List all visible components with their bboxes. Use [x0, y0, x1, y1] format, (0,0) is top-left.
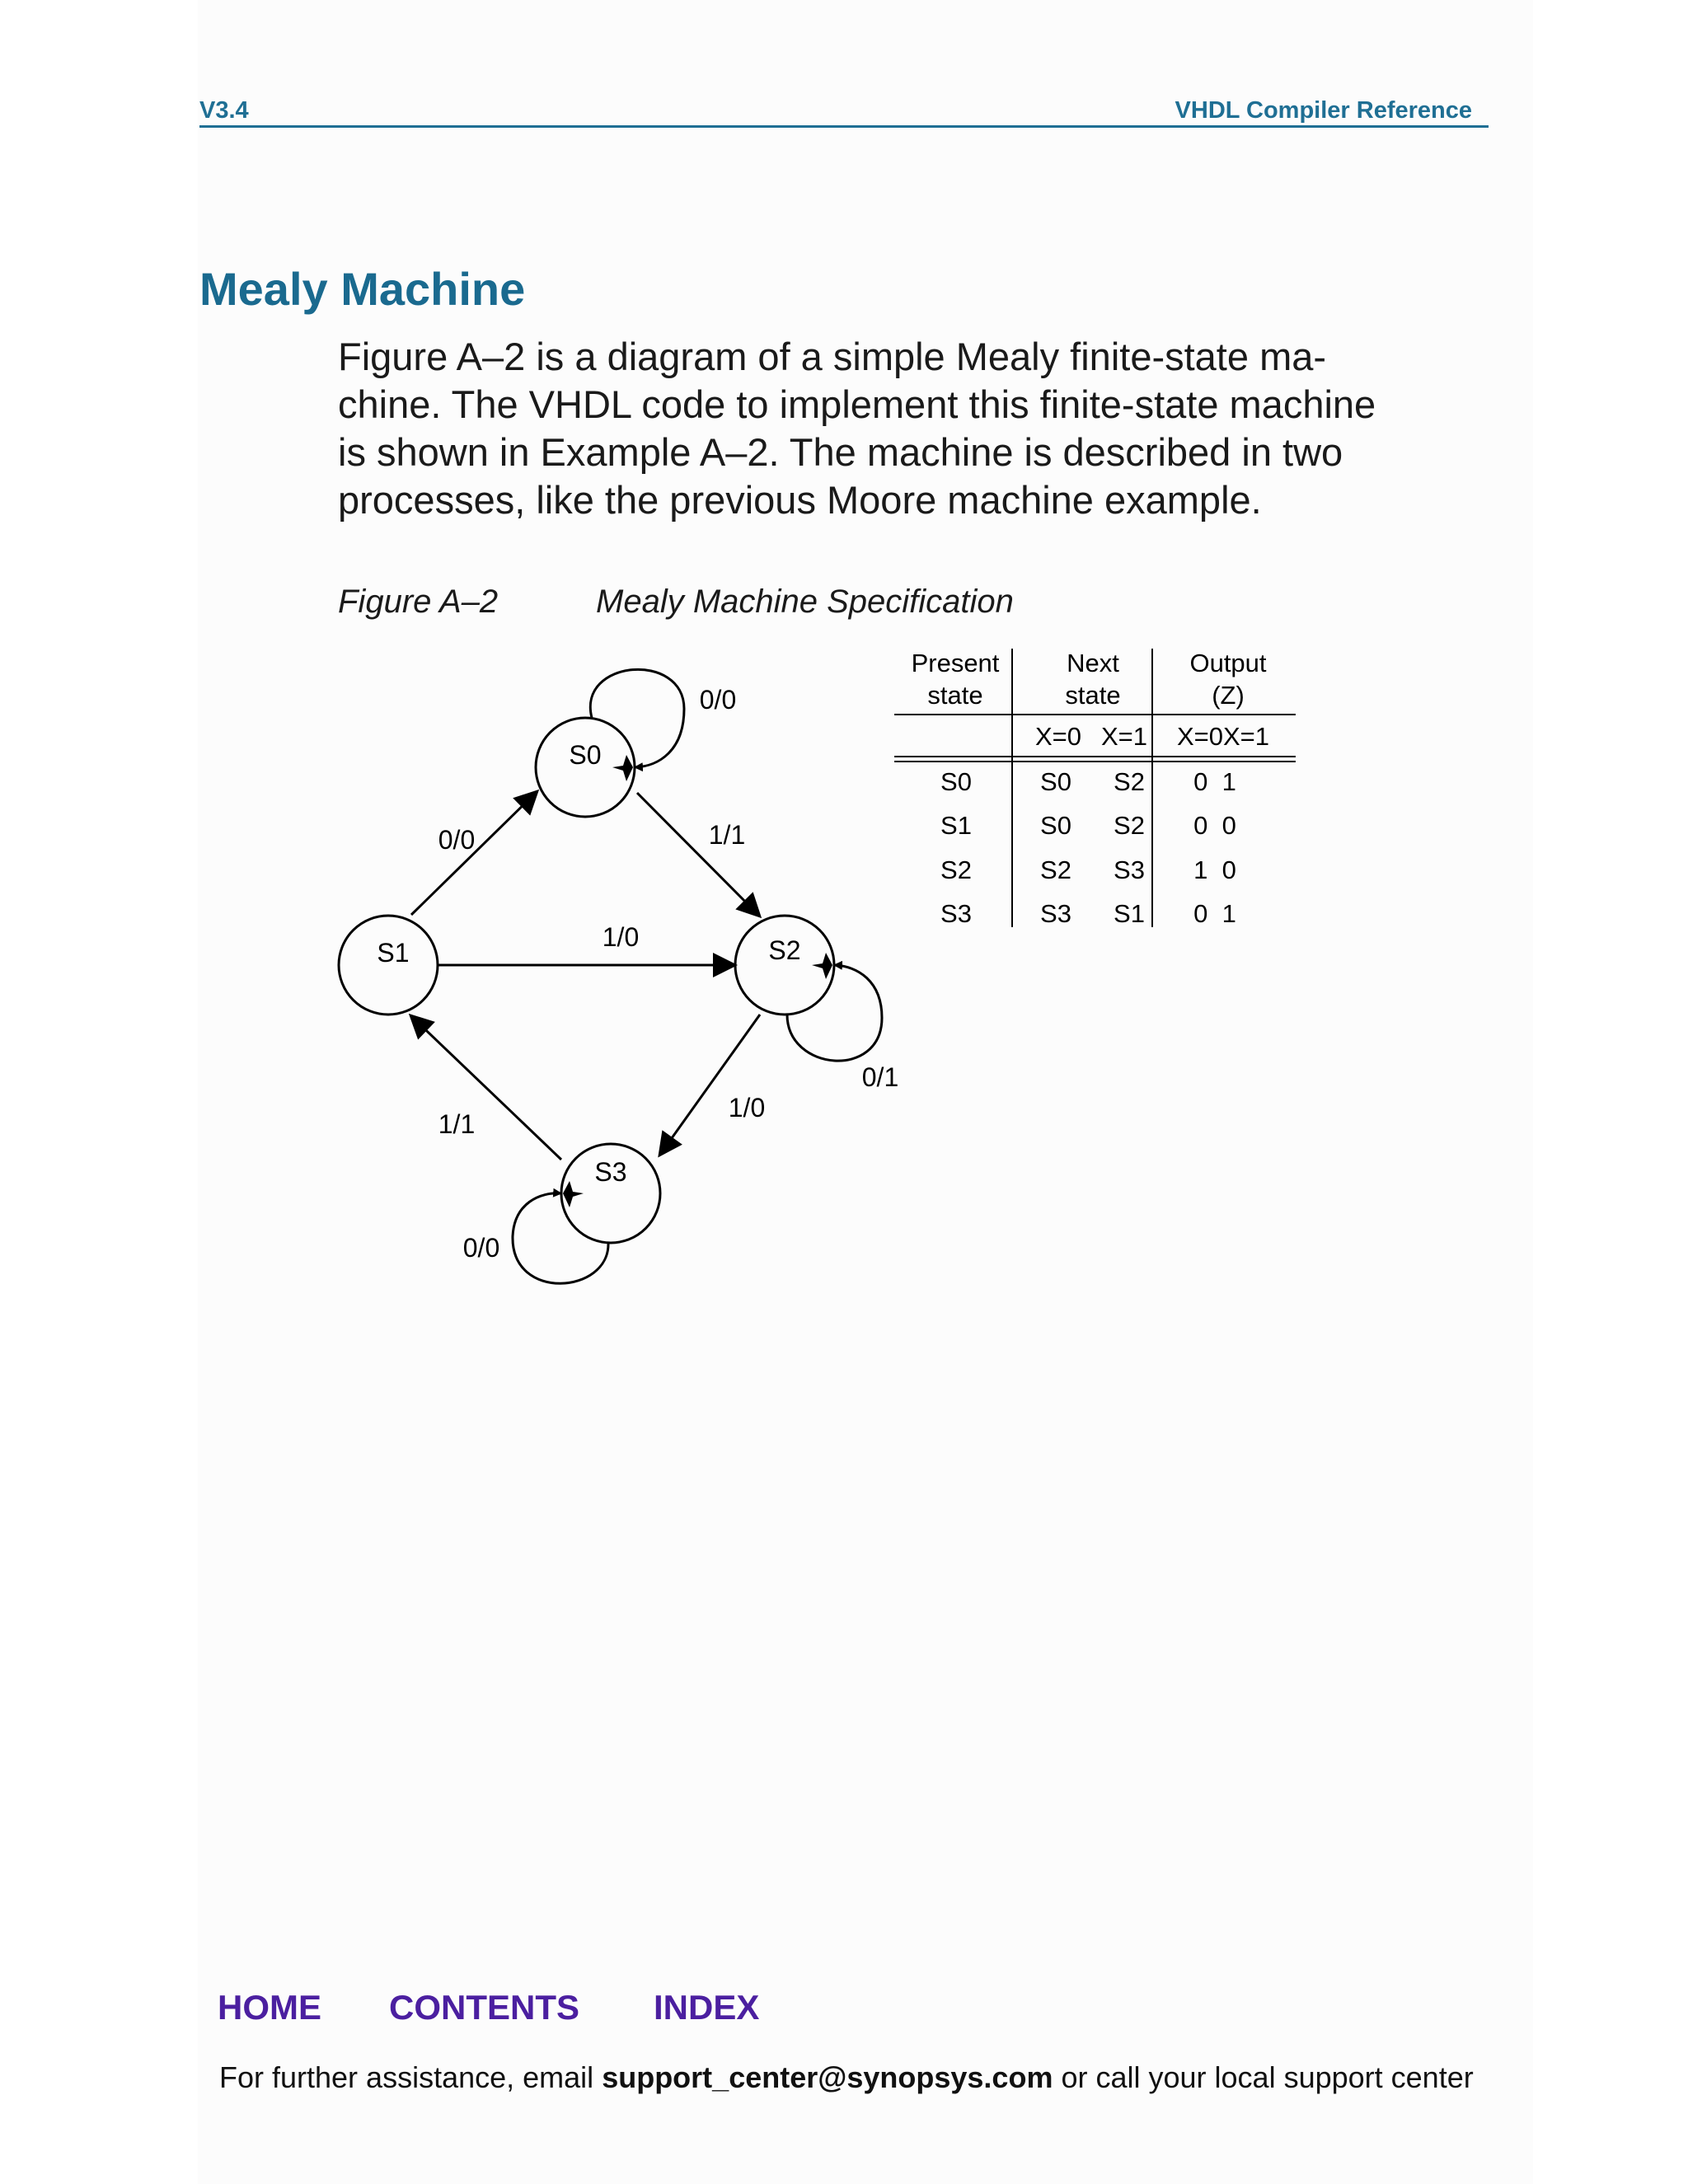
state-label-s0: S0	[569, 740, 602, 770]
table-cell-present: S2	[940, 855, 972, 884]
nav-index-link[interactable]: INDEX	[654, 1988, 760, 2027]
table-header-present-line2: state	[927, 681, 983, 710]
support-email-link[interactable]: support_center@synopsys.com	[602, 2060, 1053, 2094]
transition-label: 1/1	[708, 820, 746, 850]
transition-label: 0/0	[699, 685, 737, 715]
figure-number: Figure A–2	[338, 583, 499, 620]
transition-label: 0/0	[438, 825, 476, 855]
table-cell-next-x1: S2	[1114, 811, 1145, 840]
transition-label: 0/0	[462, 1233, 500, 1263]
table-subheader-x0: X=0	[1034, 722, 1082, 751]
nav-home-link[interactable]: HOME	[218, 1988, 321, 2027]
state-label-s2: S2	[768, 935, 801, 965]
transition-label: 0/1	[861, 1062, 899, 1092]
figure-title: Mealy Machine Specification	[596, 583, 1014, 620]
nav-contents-link[interactable]: CONTENTS	[389, 1988, 579, 2027]
table-cell-present: S0	[940, 767, 972, 796]
table-header-present-line1: Present	[911, 649, 1000, 677]
loop-end-star-s3	[563, 1181, 584, 1207]
table-cell-next-x1: S2	[1114, 767, 1145, 796]
state-label-s1: S1	[377, 938, 410, 968]
table-cell-output: 0 1	[1193, 767, 1236, 796]
section-title: Mealy Machine	[199, 263, 526, 315]
transition-s3-s1	[410, 1015, 561, 1160]
state-label-s3: S3	[594, 1157, 627, 1187]
table-subheader-output: X=0X=1	[1176, 722, 1270, 751]
table-header-output-line2: (Z)	[1212, 681, 1245, 710]
self-loop-s3	[513, 1193, 608, 1283]
body-line: chine. The VHDL code to implement this finite-state machine	[338, 382, 1376, 426]
header-doc-title: VHDL Compiler Reference	[1175, 97, 1472, 124]
state-table	[894, 649, 1296, 928]
table-cell-output: 0 1	[1193, 899, 1236, 928]
transition-label: 1/0	[728, 1093, 766, 1122]
loop-end-star-s2	[812, 953, 832, 979]
table-cell-present: S3	[940, 899, 972, 928]
footer-support-line	[219, 2060, 1474, 2095]
header-version: V3.4	[199, 97, 249, 124]
self-loop-s0	[590, 669, 684, 767]
table-cell-next-x0: S3	[1040, 899, 1071, 928]
table-header-output-line1: Output	[1189, 649, 1267, 677]
table-cell-next-x0: S0	[1040, 811, 1071, 840]
body-line: Figure A–2 is a diagram of a simple Mealy finite-state ma-	[338, 335, 1327, 378]
loop-end-star-s0	[612, 755, 633, 781]
table-cell-output: 1 0	[1193, 855, 1236, 884]
body-line: is shown in Example A–2. The machine is described in two	[338, 430, 1343, 474]
table-cell-next-x1: S3	[1114, 855, 1145, 884]
table-cell-next-x0: S2	[1040, 855, 1071, 884]
transition-label: 1/0	[602, 922, 640, 952]
table-cell-present: S1	[940, 811, 972, 840]
table-header-next-line2: state	[1065, 681, 1121, 710]
table-cell-output: 0 0	[1193, 811, 1236, 840]
footer-suffix: or call your local support center	[1061, 2060, 1474, 2094]
transition-s2-s3	[659, 1015, 760, 1155]
table-header-next-line1: Next	[1067, 649, 1119, 677]
transition-label: 1/1	[438, 1109, 476, 1139]
transition-s0-s2	[637, 793, 760, 916]
table-cell-next-x1: S1	[1114, 899, 1145, 928]
body-line: processes, like the previous Moore machine example.	[338, 478, 1262, 522]
table-subheader-x1: X=1	[1100, 722, 1148, 751]
table-cell-next-x0: S0	[1040, 767, 1071, 796]
footer-prefix: For further assistance, email	[219, 2060, 594, 2094]
